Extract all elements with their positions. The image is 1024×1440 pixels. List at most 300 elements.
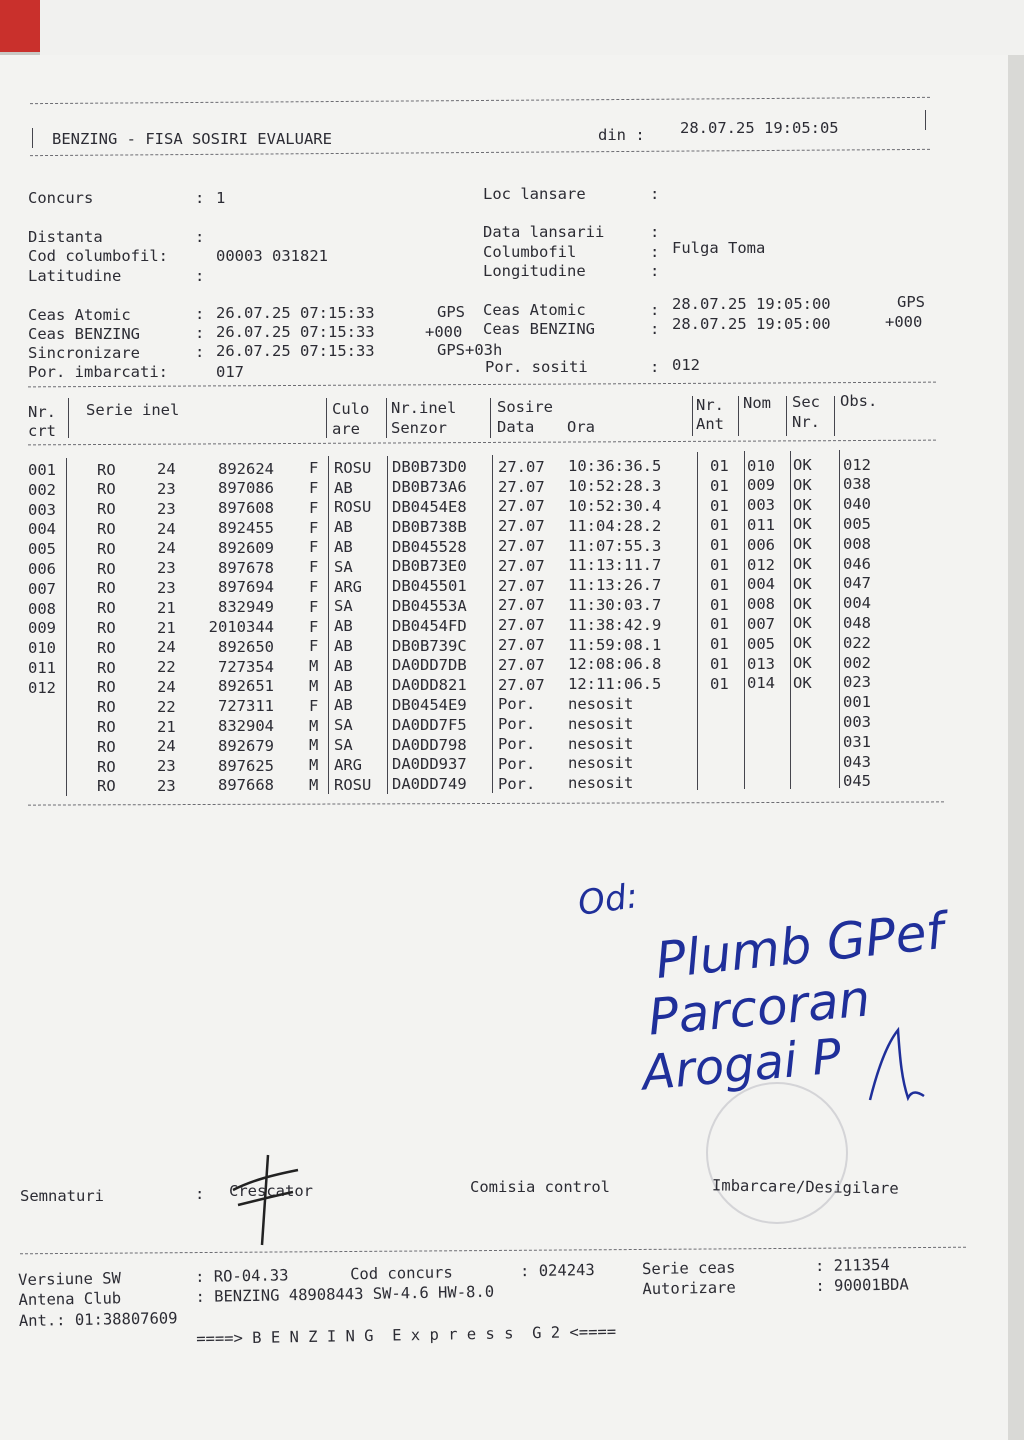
colon: : xyxy=(195,228,205,246)
row-sex: M xyxy=(309,776,319,794)
row-ring-number: 727354 xyxy=(218,657,274,676)
col-divider xyxy=(692,396,693,436)
colon: : xyxy=(650,301,660,319)
row-sensor: DA0DD7F5 xyxy=(392,715,467,734)
row-sex: F xyxy=(309,479,319,497)
row-color: ROSU xyxy=(334,458,372,477)
row-date: 27.07 xyxy=(498,537,545,556)
body-divider xyxy=(387,456,388,794)
row-year: 22 xyxy=(157,697,176,716)
row-sec: OK xyxy=(793,515,812,534)
loc-lansare-label: Loc lansare xyxy=(483,185,586,203)
semnaturi-label: Semnaturi xyxy=(20,1187,104,1205)
row-nr: 003 xyxy=(28,500,56,519)
row-sensor: DB0454FD xyxy=(392,616,467,635)
row-color: ROSU xyxy=(334,498,372,517)
row-color: AB xyxy=(334,537,353,556)
data-lansarii-label: Data lansarii xyxy=(483,223,605,241)
body-divider xyxy=(744,451,745,789)
colon: : xyxy=(650,262,660,280)
columbofil-label: Columbofil xyxy=(483,243,577,261)
row-year: 21 xyxy=(157,717,176,736)
colon: : xyxy=(195,305,205,323)
row-antenna: 01 xyxy=(710,615,729,634)
row-date: Por. xyxy=(498,754,536,773)
row-ring-number: 897625 xyxy=(218,756,274,775)
row-obs: 045 xyxy=(843,772,871,791)
handwriting-line1: Plumb GPef xyxy=(652,902,947,990)
latitudine-label: Latitudine xyxy=(28,267,122,285)
row-sensor: DB045528 xyxy=(392,537,467,556)
imbarcati-value: 017 xyxy=(216,363,244,381)
row-antenna: 01 xyxy=(710,595,729,614)
ceas-benzing-label: Ceas BENZING xyxy=(28,325,140,343)
row-color: SA xyxy=(334,557,353,576)
row-sensor: DA0DD7DB xyxy=(392,656,467,675)
row-sex: F xyxy=(309,518,319,537)
row-sec: OK xyxy=(793,614,812,633)
row-country: RO xyxy=(97,717,116,736)
row-ring-number: 892455 xyxy=(218,519,274,538)
row-sensor: DA0DD821 xyxy=(392,676,467,695)
row-country: RO xyxy=(97,618,116,637)
row-time: 11:30:03.7 xyxy=(568,596,662,614)
col-ant-line2: Ant xyxy=(696,415,724,433)
row-year: 23 xyxy=(157,757,176,776)
sincronizare-label: Sincronizare xyxy=(28,344,140,362)
row-ring-number: 892679 xyxy=(218,736,274,755)
cod-concurs-value: : 024243 xyxy=(519,1260,595,1281)
col-serie-inel: Serie inel xyxy=(86,401,180,419)
row-nom: 007 xyxy=(747,614,775,633)
row-sensor: DB0B739C xyxy=(392,636,467,655)
row-sec: OK xyxy=(793,555,812,574)
row-year: 24 xyxy=(157,638,176,657)
row-time: 12:08:06.8 xyxy=(568,655,662,674)
row-time: 12:11:06.5 xyxy=(568,675,662,694)
handwritten-initial xyxy=(850,1020,930,1110)
sositi-label: Por. sositi xyxy=(485,358,588,376)
col-divider xyxy=(326,398,327,438)
row-sex: M xyxy=(309,657,319,676)
imbarcare-label: Imbarcare/Desigilare xyxy=(711,1176,899,1198)
col-sec-line1: Sec xyxy=(792,393,820,411)
col-culoare-line1: Culo xyxy=(332,400,370,418)
row-color: AB xyxy=(334,656,353,675)
row-color: SA xyxy=(334,716,353,735)
row-country: RO xyxy=(97,559,116,578)
concurs-value: 1 xyxy=(216,189,226,207)
row-year: 21 xyxy=(157,598,176,617)
ceas-atomic-value: 26.07.25 07:15:33 xyxy=(216,304,375,322)
row-obs: 043 xyxy=(843,752,871,771)
body-divider xyxy=(66,458,67,796)
row-nom: 004 xyxy=(747,575,775,594)
autorizare-label: Autorizare xyxy=(642,1278,736,1299)
serie-ceas-value: : 211354 xyxy=(814,1255,890,1276)
crescator-signature xyxy=(228,1150,308,1250)
row-ring-number: 832904 xyxy=(218,717,274,736)
row-ring-number: 832949 xyxy=(218,598,274,617)
col-ant-line1: Nr. xyxy=(696,396,724,414)
row-antenna: 01 xyxy=(710,555,729,574)
col-nr-line2: crt xyxy=(28,422,56,440)
row-country: RO xyxy=(97,658,116,677)
row-nr: 008 xyxy=(28,599,56,618)
row-date: 27.07 xyxy=(498,675,545,694)
row-sec: OK xyxy=(793,634,812,653)
cod-concurs-label: Cod concurs xyxy=(349,1263,453,1284)
row-obs: 005 xyxy=(843,515,871,533)
ceas-atomic2-suffix: GPS xyxy=(897,293,925,311)
colon: : xyxy=(650,320,660,338)
row-ring-number: 892650 xyxy=(218,637,274,656)
handwriting-line2: Parcoran xyxy=(645,969,873,1047)
row-color: AB xyxy=(334,636,353,655)
col-senzor-line1: Nr.inel xyxy=(391,399,457,417)
row-time: nesosit xyxy=(568,695,634,713)
autorizare-value: : 90001BDA xyxy=(815,1275,909,1296)
col-obs: Obs. xyxy=(840,392,878,410)
row-obs: 048 xyxy=(843,614,871,632)
col-ora: Ora xyxy=(567,418,595,436)
row-ring-number: 897086 xyxy=(218,479,274,498)
row-time: 10:52:28.3 xyxy=(568,477,662,496)
colon: : xyxy=(650,223,660,241)
body-divider xyxy=(839,450,840,788)
col-sosire: Sosire xyxy=(497,398,553,416)
row-antenna: 01 xyxy=(710,654,729,673)
row-nr: 004 xyxy=(28,520,56,539)
semnaturi-colon: : xyxy=(195,1185,205,1203)
row-obs: 046 xyxy=(843,554,871,573)
row-obs: 004 xyxy=(843,594,871,613)
row-date: 27.07 xyxy=(498,497,545,516)
row-sensor: DB0B738B xyxy=(392,517,467,536)
col-senzor-line2: Senzor xyxy=(391,419,447,437)
row-time: nesosit xyxy=(568,754,634,773)
row-date: 27.07 xyxy=(498,576,545,595)
row-nr: 009 xyxy=(28,619,56,638)
row-country: RO xyxy=(97,757,116,776)
row-year: 23 xyxy=(157,479,176,498)
row-nr: 002 xyxy=(28,480,56,499)
row-color: ARG xyxy=(334,577,362,596)
ceas-benzing-value: 26.07.25 07:15:33 xyxy=(216,323,375,341)
row-color: SA xyxy=(334,597,353,616)
row-time: 11:13:26.7 xyxy=(568,576,662,595)
colon: : xyxy=(195,267,205,285)
row-year: 21 xyxy=(157,618,176,637)
col-divider xyxy=(386,398,387,438)
row-time: 11:04:28.2 xyxy=(568,516,662,535)
row-sec: OK xyxy=(793,654,812,673)
row-date: 27.07 xyxy=(498,636,545,655)
row-obs: 002 xyxy=(843,653,871,672)
report-date-value: 28.07.25 19:05:05 xyxy=(680,119,839,137)
row-obs: 047 xyxy=(843,574,871,593)
row-nr: 005 xyxy=(28,540,56,559)
sincronizare-suffix: GPS+03h xyxy=(437,341,503,359)
ceas-atomic-suffix: GPS xyxy=(437,303,465,321)
row-date: 27.07 xyxy=(498,596,545,615)
row-antenna: 01 xyxy=(710,476,729,495)
row-date: 27.07 xyxy=(498,655,545,674)
row-year: 24 xyxy=(157,539,176,558)
header-right-border xyxy=(925,110,926,130)
row-date: 27.07 xyxy=(498,556,545,575)
row-date: Por. xyxy=(498,735,536,754)
row-nom: 011 xyxy=(747,515,775,534)
row-time: 10:36:36.5 xyxy=(568,457,662,476)
row-nom: 012 xyxy=(747,555,775,574)
row-nom: 009 xyxy=(747,476,775,495)
row-nr: 006 xyxy=(28,560,56,578)
row-color: AB xyxy=(334,478,353,497)
row-sex: F xyxy=(309,498,319,517)
row-sex: M xyxy=(309,716,319,735)
row-country: RO xyxy=(97,539,116,558)
colon: : xyxy=(650,358,660,376)
antena-label: Antena Club xyxy=(18,1289,122,1310)
col-sec-line2: Nr. xyxy=(792,413,820,431)
col-divider xyxy=(738,396,739,436)
paper-edge-strip xyxy=(1008,55,1024,1440)
row-sensor: DB04553A xyxy=(392,596,467,615)
row-sex: F xyxy=(309,538,319,557)
row-sec: OK xyxy=(793,495,812,514)
row-obs: 003 xyxy=(843,713,871,731)
row-ring-number: 727311 xyxy=(218,697,274,716)
row-date: 27.07 xyxy=(498,517,545,536)
row-sex: F xyxy=(309,617,319,636)
brand-line: ====> B E N Z I N G E x p r e s s G 2 <==== xyxy=(196,1322,617,1348)
row-antenna: 01 xyxy=(710,516,729,535)
row-country: RO xyxy=(97,678,116,697)
row-obs: 012 xyxy=(843,455,871,474)
row-antenna: 01 xyxy=(710,674,729,693)
row-sensor: DB0B73E0 xyxy=(392,557,467,576)
faded-stamp xyxy=(706,1082,848,1224)
sositi-value: 012 xyxy=(672,356,700,374)
row-antenna: 01 xyxy=(710,575,729,594)
row-sex: F xyxy=(309,597,319,616)
row-sensor: DA0DD798 xyxy=(392,735,467,754)
row-year: 24 xyxy=(157,519,176,538)
handwriting-line3: Arogai P xyxy=(639,1028,844,1102)
body-divider xyxy=(492,455,493,793)
row-color: AB xyxy=(334,696,353,715)
antena-value: : BENZING 48908443 SW-4.6 HW-8.0 xyxy=(195,1282,495,1306)
row-ring-number: 2010344 xyxy=(208,618,274,637)
col-nom: Nom xyxy=(743,394,771,412)
row-obs: 031 xyxy=(843,732,871,751)
row-country: RO xyxy=(97,698,116,717)
row-nom: 010 xyxy=(747,456,775,475)
col-divider xyxy=(68,398,69,438)
crescator-label: Crescator xyxy=(229,1182,313,1200)
row-time: nesosit xyxy=(568,734,634,753)
row-obs: 008 xyxy=(843,534,871,553)
row-time: nesosit xyxy=(568,714,634,733)
row-color: AB xyxy=(334,676,353,695)
versiune-value: : RO-04.33 xyxy=(194,1266,289,1286)
row-year: 23 xyxy=(157,499,176,518)
row-sensor: DB0454E9 xyxy=(392,695,467,714)
colon: : xyxy=(195,343,205,361)
columbofil-value: Fulga Toma xyxy=(672,239,766,257)
row-sensor: DA0DD749 xyxy=(392,775,467,794)
row-date: Por. xyxy=(498,774,536,793)
row-sex: F xyxy=(309,578,319,596)
row-country: RO xyxy=(97,500,116,519)
row-sec: OK xyxy=(793,574,812,593)
row-sensor: DB0B73D0 xyxy=(392,458,467,477)
row-sec: OK xyxy=(793,456,812,475)
row-ring-number: 892624 xyxy=(218,459,274,478)
row-year: 24 xyxy=(157,737,176,756)
cod-columbofil-value: 00003 031821 xyxy=(216,247,328,265)
row-nr: 010 xyxy=(28,639,56,658)
row-color: ARG xyxy=(334,755,362,774)
comisia-control-label: Comisia control xyxy=(470,1178,610,1196)
row-sex: F xyxy=(309,696,319,715)
row-sec: OK xyxy=(793,475,812,494)
colon: : xyxy=(650,243,660,261)
col-culoare-line2: are xyxy=(332,420,360,438)
row-date: Por. xyxy=(498,695,536,714)
cod-columbofil-label: Cod columbofil: xyxy=(28,247,168,265)
row-antenna: 01 xyxy=(710,536,729,555)
row-country: RO xyxy=(97,480,116,499)
row-sex: M xyxy=(309,756,319,775)
row-nr: 011 xyxy=(28,659,56,677)
ceas-benzing2-value: 28.07.25 19:05:00 xyxy=(672,315,831,333)
row-year: 24 xyxy=(157,677,176,696)
row-country: RO xyxy=(97,638,116,657)
row-sex: M xyxy=(309,677,319,695)
row-ring-number: 897608 xyxy=(218,499,274,518)
row-nr: 012 xyxy=(28,678,56,697)
row-obs: 001 xyxy=(843,693,871,712)
col-divider xyxy=(786,396,787,436)
row-time: 11:59:08.1 xyxy=(568,635,662,654)
row-sex: F xyxy=(309,459,319,478)
row-antenna: 01 xyxy=(710,635,729,654)
row-antenna: 01 xyxy=(710,496,729,515)
row-year: 23 xyxy=(157,578,176,597)
row-time: 11:13:11.7 xyxy=(568,556,662,575)
row-sensor: DA0DD937 xyxy=(392,755,467,774)
row-country: RO xyxy=(97,579,116,598)
colon: : xyxy=(195,189,205,207)
row-color: AB xyxy=(334,617,353,636)
col-data: Data xyxy=(497,418,535,436)
row-date: 27.07 xyxy=(498,457,545,476)
row-year: 24 xyxy=(157,460,176,479)
row-nom: 006 xyxy=(747,535,775,554)
body-divider xyxy=(697,452,698,790)
row-antenna: 01 xyxy=(710,456,729,475)
row-sec: OK xyxy=(793,673,812,692)
row-obs: 023 xyxy=(843,673,871,692)
row-time: 10:52:30.4 xyxy=(568,497,662,515)
ceas-benzing2-suffix: +000 xyxy=(885,313,923,331)
row-obs: 022 xyxy=(843,633,871,652)
colon: : xyxy=(650,185,660,203)
handwriting-od: Od: xyxy=(575,876,641,924)
row-sex: F xyxy=(309,637,319,656)
row-sec: OK xyxy=(793,535,812,554)
row-sec: OK xyxy=(793,594,812,613)
col-divider xyxy=(834,396,835,436)
antena-id-line: Ant.: 01:38807609 xyxy=(18,1309,178,1331)
ceas-benzing2-label: Ceas BENZING xyxy=(483,320,595,338)
row-country: RO xyxy=(97,460,116,479)
row-nom: 013 xyxy=(747,654,775,673)
row-obs: 038 xyxy=(843,475,871,494)
report-date-label: din : xyxy=(598,126,645,144)
row-date: 27.07 xyxy=(498,477,545,496)
row-ring-number: 892651 xyxy=(218,677,274,696)
row-year: 22 xyxy=(157,658,176,677)
row-ring-number: 897668 xyxy=(218,776,274,795)
sincronizare-value: 26.07.25 07:15:33 xyxy=(216,342,375,360)
distanta-label: Distanta xyxy=(28,228,103,246)
row-country: RO xyxy=(97,599,116,618)
row-color: SA xyxy=(334,735,353,754)
row-nom: 005 xyxy=(747,634,775,653)
row-obs: 040 xyxy=(843,495,871,514)
row-nom: 008 xyxy=(747,595,775,614)
ceas-benzing-suffix: +000 xyxy=(425,323,463,341)
row-time: 11:38:42.9 xyxy=(568,615,662,634)
row-country: RO xyxy=(97,737,116,756)
row-country: RO xyxy=(97,777,116,796)
row-time: nesosit xyxy=(568,774,634,793)
row-color: ROSU xyxy=(334,775,372,794)
imbarcati-label: Por. imbarcati: xyxy=(28,363,168,381)
row-nom: 014 xyxy=(747,674,775,693)
header-left-border xyxy=(32,128,33,148)
row-time: 11:07:55.3 xyxy=(568,536,662,555)
row-sensor: DB045501 xyxy=(392,577,467,596)
row-date: Por. xyxy=(498,715,536,734)
row-ring-number: 897678 xyxy=(218,558,274,577)
row-sensor: DB0B73A6 xyxy=(392,478,467,497)
row-country: RO xyxy=(97,519,116,538)
serie-ceas-label: Serie ceas xyxy=(641,1258,736,1279)
body-divider xyxy=(328,456,329,794)
row-year: 23 xyxy=(157,559,176,578)
versiune-label: Versiune SW xyxy=(18,1269,121,1290)
longitudine-label: Longitudine xyxy=(483,262,586,280)
col-divider xyxy=(490,398,491,438)
row-ring-number: 897694 xyxy=(218,578,274,597)
body-divider xyxy=(790,451,791,789)
row-sensor: DB0454E8 xyxy=(392,497,467,516)
row-nr: 001 xyxy=(28,461,56,479)
ceas-atomic2-label: Ceas Atomic xyxy=(483,301,586,319)
row-ring-number: 892609 xyxy=(218,538,274,557)
colon: : xyxy=(195,324,205,342)
report-title: BENZING - FISA SOSIRI EVALUARE xyxy=(52,130,332,148)
ceas-atomic2-value: 28.07.25 19:05:00 xyxy=(672,295,831,313)
row-sex: F xyxy=(309,558,319,577)
col-nr-line1: Nr. xyxy=(28,403,56,421)
ceas-atomic-label: Ceas Atomic xyxy=(28,306,131,324)
row-year: 23 xyxy=(157,776,176,795)
